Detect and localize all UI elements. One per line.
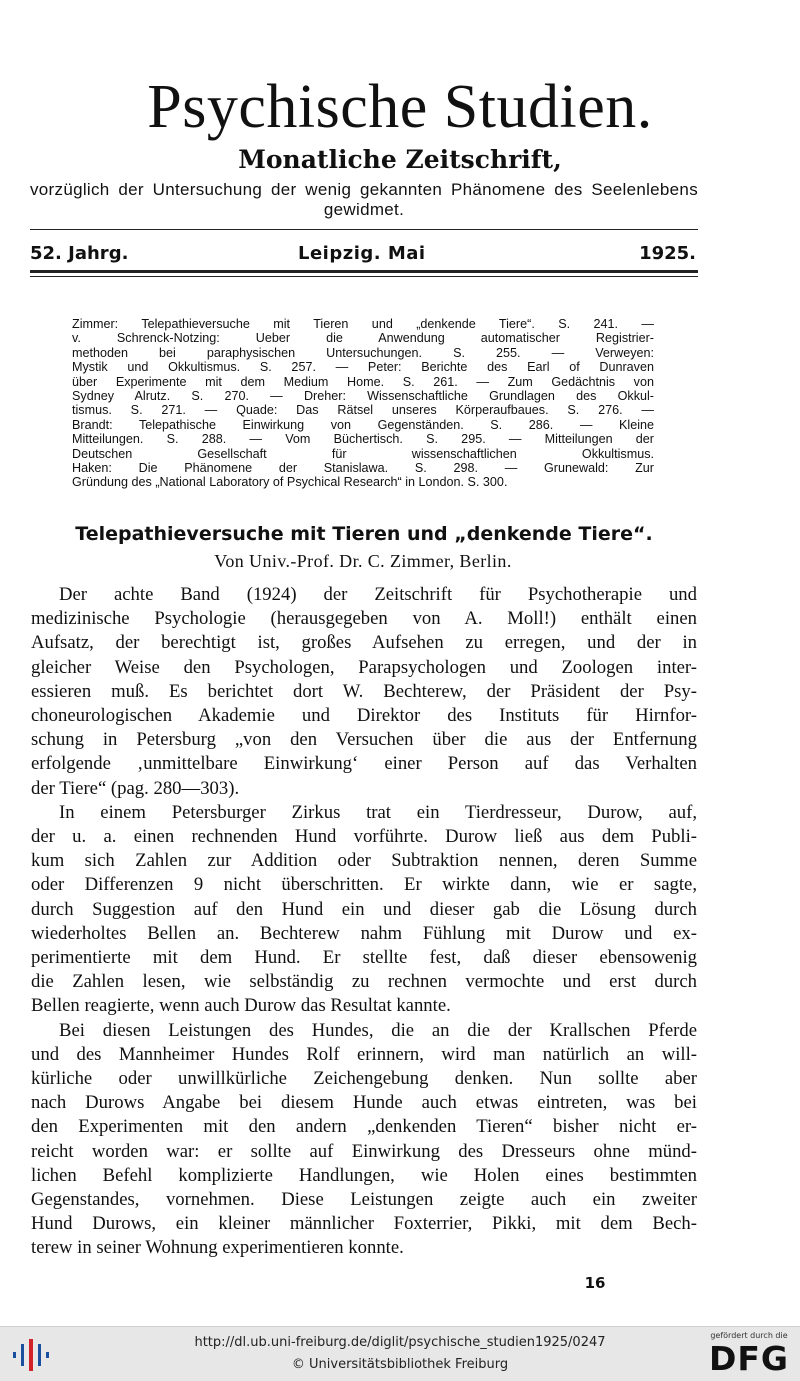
library-logo-icon[interactable]	[11, 1337, 51, 1373]
viewer-footer	[0, 1326, 800, 1381]
text-line: Hund Durows, ein kleiner männlicher Foxterrier, Pikki, mit dem Bech-	[31, 1213, 697, 1235]
toc-line: Mystik und Okkultismus. S. 257. — Peter: Berichte des Earl of Dunraven	[72, 360, 654, 375]
issue-year: 1925.	[639, 243, 696, 264]
issue-volume: 52. Jahrg.	[30, 243, 129, 264]
text-line: wiederholtes Bellen an. Bechterew nahm Fühlung mit Durow und ex-	[31, 922, 697, 944]
issue-rule-thin	[30, 276, 698, 277]
toc-line: über Experimente mit dem Medium Home. S. 261. — Zum Gedächtnis von	[72, 374, 654, 389]
toc-line: v. Schrenck-Notzing: Ueber die Anwendung automatischer Registrier-	[72, 331, 654, 346]
toc-line: Gründung des „National Laboratory of Psychical Research“ in London. S. 300.	[72, 475, 508, 490]
text-line: schung in Petersburg „von den Versuchen über die aus der Entfernung	[31, 729, 697, 751]
text-line: medizinische Psychologie (herausgegeben von A. Moll!) enthält einen	[31, 608, 697, 630]
page-number: 16	[584, 1274, 606, 1292]
text-line: Der achte Band (1924) der Zeitschrift für Psychotherapie und	[59, 584, 697, 605]
toc-line: Mitteilungen. S. 288. — Vom Büchertisch. S. 295. — Mitteilungen der	[72, 432, 654, 447]
text-line: Gegenstandes, vornehmen. Diese Leistungen zeigte auch ein zweiter	[31, 1189, 697, 1211]
text-line: oder Differenzen 9 nicht überschritten. Er wirkte dann, wie er sagte,	[31, 874, 697, 896]
dfg-logo-text: DFG	[708, 1339, 790, 1378]
text-line: terew in seiner Wohnung experimentieren konnte.	[31, 1237, 404, 1259]
text-line: reicht worden war: er sollte auf Einwirkung des Dresseurs ohne münd-	[31, 1140, 697, 1162]
dfg-logo[interactable]	[706, 1331, 792, 1379]
text-line: der Tiere“ (pag. 280—303).	[31, 777, 240, 799]
text-line: essieren muß. Es berichtet dort W. Bechterew, der Präsident der Psy-	[31, 680, 697, 702]
text-line: erfolgende ‚unmittelbare Einwirkung‘ einer Person auf das Verhalten	[31, 753, 697, 775]
toc-line: Brandt: Telepathische Einwirkung von Gegenständen. S. 286. — Kleine	[72, 417, 654, 432]
text-line: der u. a. einen rechnenden Hund vorführte. Durow ließ aus dem Publi-	[31, 826, 697, 848]
text-line: gleicher Weise den Psychologen, Parapsychologen und Zoologen inter-	[31, 656, 697, 678]
text-line: kum sich Zahlen zur Addition oder Subtraktion nennen, deren Summe	[31, 850, 697, 872]
copyright-notice: © Universitätsbibliothek Freiburg	[291, 1357, 509, 1372]
journal-description: vorzüglich der Untersuchung der wenig gekannten Phänomene des Seelenlebens gewidmet.	[30, 180, 698, 219]
text-line: die Zahlen lesen, wie selbständig zu rechnen vermochte und erst durch	[31, 971, 697, 993]
text-line: durch Suggestion auf den Hund ein und dieser gab die Lösung durch	[31, 898, 697, 920]
text-line: Bellen reagierte, wenn auch Durow das Resultat kannte.	[31, 995, 451, 1017]
issue-rule-thick	[30, 270, 698, 273]
issue-line	[30, 242, 698, 266]
article-body	[31, 583, 697, 1261]
text-line: In einem Petersburger Zirkus trat ein Tierdresseur, Durow, auf,	[59, 801, 697, 823]
toc-line: tismus. S. 271. — Quade: Das Rätsel unseres Körperaufbaues. S. 276. —	[72, 403, 654, 418]
article-title: Telepathieversuche mit Tieren und „denkende Tiere“.	[75, 523, 653, 545]
journal-title: Psychische Studien.	[147, 73, 653, 141]
text-line: den Experimenten mit den andern „denkenden Tieren“ bisher nicht er-	[31, 1116, 697, 1138]
toc-line: Deutschen Gesellschaft für wissenschaftlichen Okkultismus.	[72, 446, 654, 461]
text-line: choneurologischen Akademie und Direktor des Instituts für Hirnfor-	[31, 705, 697, 727]
article-byline: Von Univ.-Prof. Dr. C. Zimmer, Berlin.	[214, 551, 512, 571]
text-line: und des Mannheimer Hundes Rolf erinnern, wird man natürlich an will-	[31, 1043, 697, 1065]
table-of-contents	[72, 317, 654, 490]
issue-place-month: Leipzig. Mai	[298, 243, 426, 264]
permalink-url[interactable]: http://dl.ub.uni-freiburg.de/diglit/psychische_studien1925/0247	[194, 1335, 606, 1350]
toc-line: Sydney Alrutz. S. 270. — Dreher: Wissenschaftliche Grundlagen des Okkul-	[72, 389, 654, 404]
toc-line: Zimmer: Telepathieversuche mit Tieren und „denkende Tiere“. S. 241. —	[72, 317, 654, 331]
text-line: kürliche oder unwillkürliche Zeichengebung denken. Nun sollte aber	[31, 1068, 697, 1090]
masthead-rule-top	[30, 229, 698, 230]
text-line: lichen Befehl komplizierte Handlungen, wie Holen eines bestimmten	[31, 1164, 697, 1186]
text-line: Bei diesen Leistungen des Hundes, die an die der Krallschen Pferde	[59, 1019, 697, 1041]
toc-line: methoden bei paraphysischen Untersuchungen. S. 255. — Verweyen:	[72, 345, 654, 360]
dfg-caption: gefördert durch die	[710, 1331, 788, 1340]
text-line: nach Durows Angabe bei diesem Hunde auch etwas eintreten, was bei	[31, 1092, 697, 1114]
text-line: Aufsatz, der berechtigt ist, großes Aufsehen zu erregen, und der in	[31, 632, 697, 654]
toc-line: Haken: Die Phänomene der Stanislawa. S. 298. — Grunewald: Zur	[72, 461, 654, 476]
text-line: perimentierte mit dem Hund. Er stellte fest, daß dieser ebensowenig	[31, 947, 697, 969]
journal-subtitle: Monatliche Zeitschrift,	[238, 145, 562, 174]
